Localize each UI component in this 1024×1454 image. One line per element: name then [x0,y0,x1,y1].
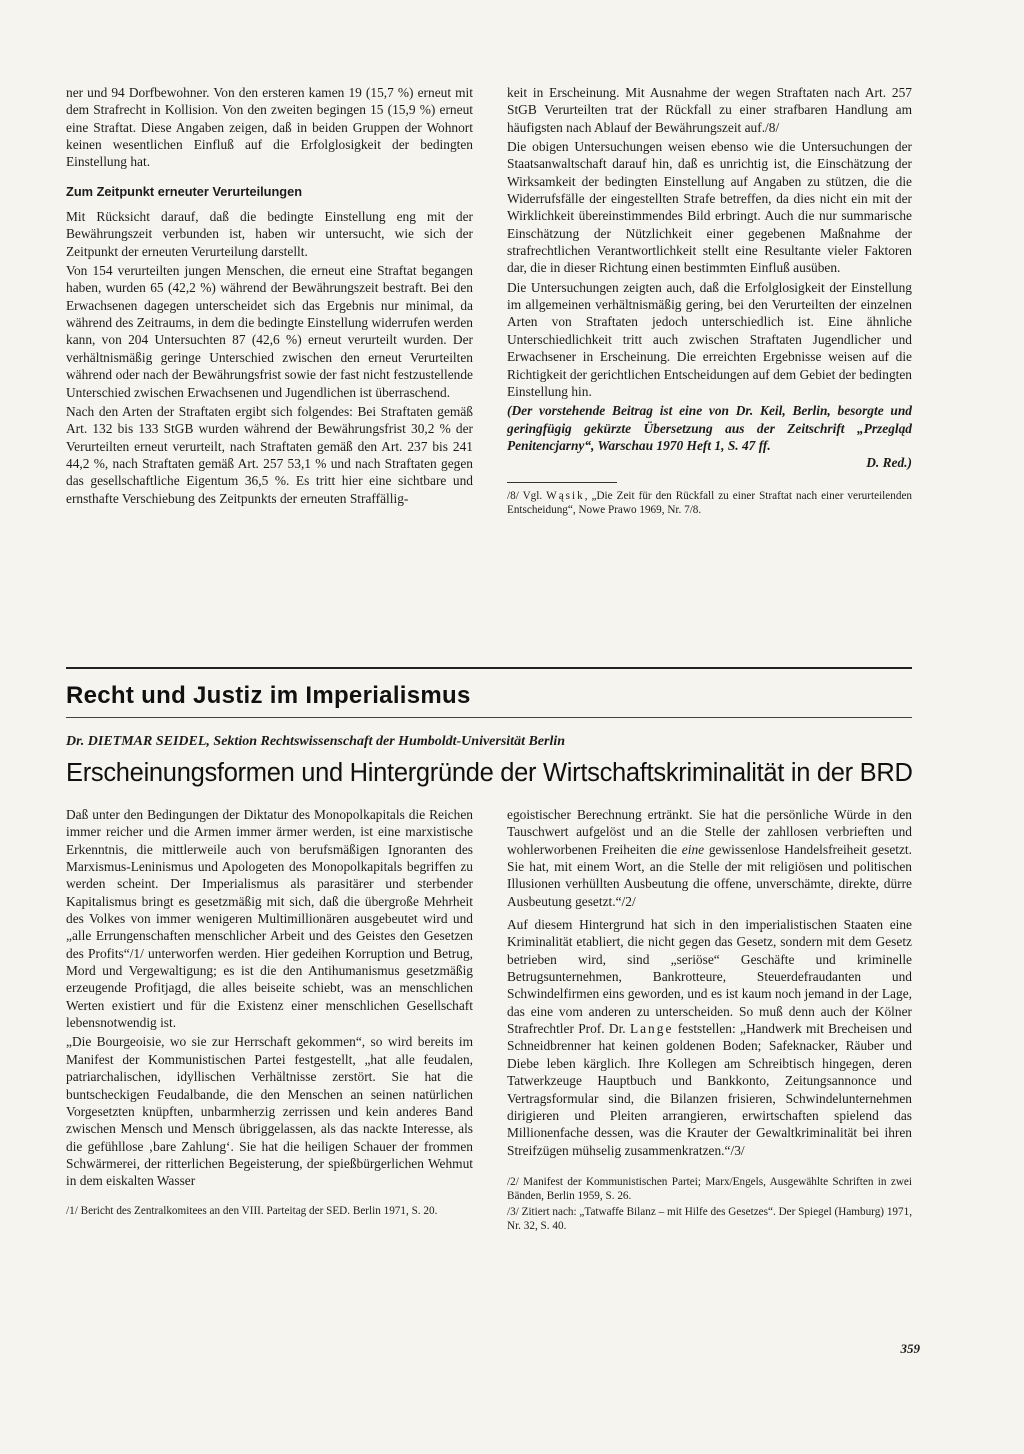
top-right-column [507,84,912,517]
paragraph: Mit Rücksicht darauf, daß die bedingte Einstellung eng mit der Bewährungszeit verbunden ist, haben wir untersucht, wie sich der Zeitpunkt der erneuten Verurteilung darstellt. [66,209,473,259]
top-left-column [66,84,473,507]
bottom-left-column [66,806,473,1218]
paragraph [507,806,912,910]
emphasis: eine [681,841,705,857]
bottom-right-column [507,806,912,1233]
footnote-3: /3/ Zitiert nach: „Tatwaffe Bilanz – mit Hilfe des Gesetzes“. Der Spiegel (Hamburg) 1971, Nr. 32, S. 40. [507,1205,912,1232]
footnote-2: /2/ Manifest der Kommunistischen Partei; Marx/Engels, Ausgewählte Schriften in zwei Bänden, Berlin 1959, S. 26. [507,1175,912,1202]
paragraph: Die Untersuchungen zeigten auch, daß die Erfolglosigkeit der Einstellung im allgemeinen verhältnismäßig gering, bei den Verurteilten der einzelnen Arten von Straftaten jedoch unterschiedlich ist. Eine ähnliche Unterschiedlichkeit tritt auch zwischen Straftaten Jugendlicher und Erwachsener in Erscheinung. Die erreichten Ergebnisse weisen auf die Richtigkeit der gerichtlichen Entscheidungen auf dem Gebiet der bedingten Einstellung hin. [507,279,912,399]
translation-note [507,402,912,471]
footnote-divider [507,482,617,483]
article-title: Erscheinungsformen und Hintergründe der Wirtschaftskriminalität in der BRD [66,759,913,787]
subheading: Zum Zeitpunkt erneuter Verurteilungen [66,183,303,199]
paragraph: Nach den Arten der Straftaten ergibt sich folgendes: Bei Straftaten gemäß Art. 132 bis 133 StGB wurden während der Bewährungsfrist 30,2 % der Verurteilten erneut verurteilt, nach Straftaten gemäß den Art. 237 bis 241 44,2 %, nach Straftaten gemäß Art. 257 53,1 % und nach Straftaten gegen das gesellschaftliche Eigentum 36,5 %. Es tritt hier eine sichtbare und ernsthafte Verschiebung des Zeitpunkts der erneuten Straffällig- [66,403,473,506]
text-span: egoistischer Berechnung ertränkt. Sie hat die persönliche Würde in den Tauschwert aufgelöst und an die Stelle der zahllosen verbrieften und wohlerworbenen Freiheiten die [507,807,912,857]
text-span: gewissenlose Handelsfreiheit gesetzt. Sie hat, mit einem Wort, an die Stelle der mit religiösen und politischen Illusionen verhüllten Ausbeutung die offene, unverschämte, direkte, dürre Ausbeutung gesetzt.“/2/ [507,841,912,909]
paragraph: Daß unter den Bedingungen der Diktatur des Monopolkapitals die Reichen immer reicher und die Armen immer ärmer werden, ist eine marxistische Erkenntnis, die mittlerweile auch von berufsmäßigen Ignoranten des Marxismus-Leninismus und Apologeten des Monopolkapitals begriffen zu werden scheint. Der Imperialismus als parasitärer und sterbender Kapitalismus bringt es gesetzmäßig mit sich, daß die übergroße Mehrheit des Volkes von immer wenigeren Multimillionären ausgebeutet wird und „alle Errungenschaften menschlicher Arbeit und des Geistes den Gesetzen des Profits“/1/ unterworfen werden. Hier gedeihen Korruption und Betrug, Mord und Vergewaltigung; es ist die den Antihumanismus gesetzmäßig erzeugende Profitjagd, die alles beiseite schiebt, was an menschlichen Werten existiert und für die Existenz einer menschlichen Gesellschaft lebensnotwendig ist. [66,807,473,1031]
name-spaced: Lange [629,1021,674,1037]
footnote-number: /8/ [507,489,519,502]
paragraph: „Die Bourgeoisie, wo sie zur Herrschaft gekommen“, so wird bereits im Manifest der Kommunistischen Partei festgestellt, „hat alle feudalen, patriarchalischen, idyllischen Verhältnisse zerstört. Sie hat die buntscheckigen Feudalbande, die den Menschen an seinen natürlichen Vorgesetzten knüpften, unbarmherzig zerrissen und kein anderes Band zwischen Mensch und Mensch übriggelassen, als das nackte Interesse, als die gefühllose ‚bare Zahlung‘. Sie hat die heiligen Schauer der frommen Schwärmerei, der ritterlichen Begeisterung, der spießbürgerlichen Wehmut in dem eiskalten Wasser [66,1034,473,1189]
section-rule-top [66,667,912,669]
footnote-text: , „Die Zeit für den Rückfall zu einer Straftat nach einer verurteilenden Entscheidung“, Nowe Prawo 1969, Nr. 7/8. [507,489,913,516]
page-number: 359 [900,1341,920,1356]
paragraph [507,916,912,1159]
section-title: Recht und Justiz im Imperialismus [66,682,471,709]
paragraph: Die obigen Untersuchungen weisen ebenso wie die Untersuchungen der Staatsanwaltschaft darauf hin, daß es unrichtig ist, die Einschätzung der Wirksamkeit der bedingten Einstellung auf Angaben zu stützen, die die Widerrufsfälle der eingestellten Strafe betreffen, da dies nicht ein mit der Wirklichkeit übereinstimmendes Bild erbringt. Auch die nur summarische Einschätzung der Nützlichkeit einer gegebenen Maßnahme der strafrechtlichen Verantwortlichkeit stellt eine Resultante vieler Faktoren dar, die in dieser Richtung einen bestimmten Einfluß ausüben. [507,139,912,276]
section-rule-bottom [66,717,912,718]
paragraph: keit in Erscheinung. Mit Ausnahme der wegen Straftaten nach Art. 257 StGB Verurteilten trat der Rückfall zu einer strafbaren Handlung am häufigsten nach Ablauf der Bewährungszeit auf./8/ [507,85,912,135]
editor-sign: D. Red.) [866,455,912,471]
text-span: feststellen: „Handwerk mit Brecheisen und Schneidbrenner hat keinen goldenen Boden; Safeknacker, Räuber und Diebe leben kärglich. Ihre Kollegen am Schreibtisch hingegen, deren Tatwerkzeuge Hauptbuch und Bankkonto, Zeitungsannonce und Vertragsformular sind, die Bilanzen frisieren, Schwindelunternehmen dirigieren und Pleiten arrangieren, erwirtschaften spielend das Millionenfache dessen, was die Krauter der Gewaltkriminalität bei ihren Streifzügen mühselig zusammenkratzen.“/3/ [507,1021,912,1158]
footnote-author: Wąsik [546,489,585,502]
translation-note-text: (Der vorstehende Beitrag ist eine von Dr. Keil, Berlin, besorgte und geringfügig gekürzte Übersetzung aus der Zeitschrift „Przegląd Penitencjarny“, Warschau 1970 Heft 1, S. 47 ff. [507,403,912,453]
paragraph: Von 154 verurteilten jungen Menschen, die erneut eine Straftat begangen haben, wurden 65 (42,2 %) während der Bewährungszeit bestraft. Bei den Erwachsenen dagegen unterscheidet sich das Ergebnis nur minimal, da während des Zeitraums, in dem die bedingte Einstellung widerrufen werden kann, von 204 Untersuchten 87 (42,6 %) erneut verurteilt wurden. Der verhältnismäßig geringe Unterschied zwischen den erneut Verurteilten während oder nach der Bewährungsfrist sowie der fast nicht festzustellende Unterschied zwischen Erwachsenen und Jugendlichen ist überraschend. [66,263,473,400]
footnote-8 [507,489,912,517]
author-line: Dr. DIETMAR SEIDEL, Sektion Rechtswissenschaft der Humboldt-Universität Berlin [66,734,566,749]
text-span: Auf diesem Hintergrund hat sich in den imperialistischen Staaten eine Kriminalität etabliert, die nicht gegen das Gesetz, sondern mit dem Gesetz betrieben wird, sind „seriöse“ Geschäfte und kriminelle Betrugsunternehmen, Bankrotteure, Steuerdefraudanten und Schwindelfirmen eins geworden, und es ist kaum noch jemand in der Lage, das eine vom anderen zu unterscheiden. So muß denn auch der Kölner Strafrechtler Prof. Dr. [507,917,912,1037]
footnote-prefix: Vgl. [522,489,543,502]
paragraph: ner und 94 Dorfbewohner. Von den ersteren kamen 19 (15,7 %) erneut mit dem Strafrecht in Kollision. Von den zweiten begingen 15 (15,9 %) erneut eine Straftat. Diese Angaben zeigen, daß in beiden Gruppen der Wohnort keinen wesentlichen Einfluß auf die Erfolglosigkeit der bedingten Einstellung hat. [66,85,473,170]
footnote-1: /1/ Bericht des Zentralkomitees an den VIII. Parteitag der SED. Berlin 1971, S. 20. [66,1204,438,1217]
